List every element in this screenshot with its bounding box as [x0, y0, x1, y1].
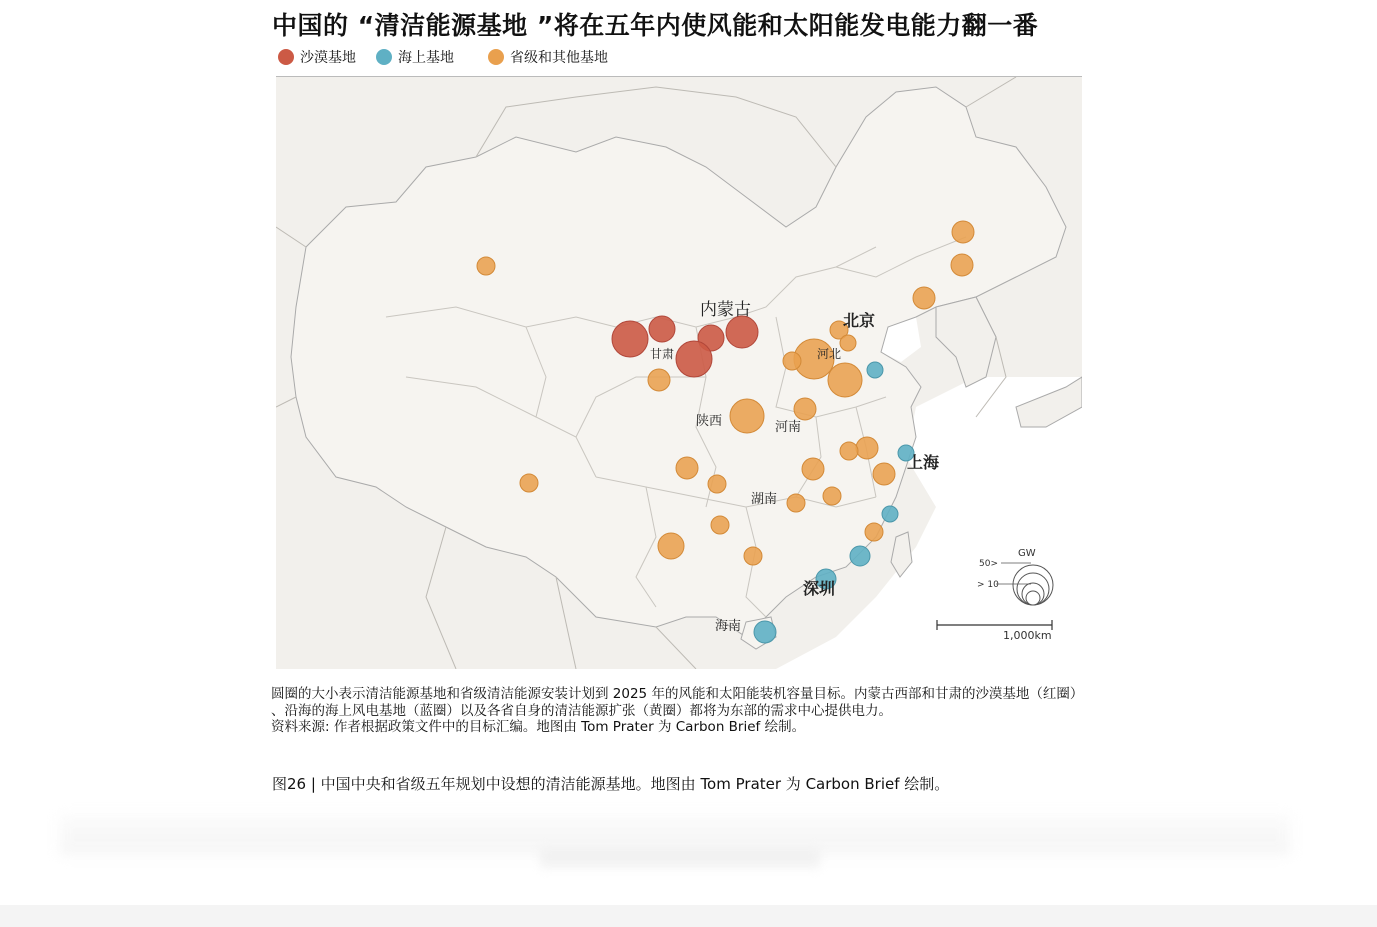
korea-peninsula	[936, 297, 996, 387]
label-hainan: 海南	[715, 619, 742, 634]
caption-source: 资料来源: 作者根据政策文件中的目标汇编。地图由 Tom Prater 为 Carbon Brief 绘制。	[271, 719, 806, 735]
legend-label-desert: 沙漠基地	[300, 50, 356, 66]
base-circle	[867, 362, 883, 378]
base-circle	[648, 369, 670, 391]
size-legend-large: 50>	[979, 559, 998, 569]
label-henan: 河南	[775, 420, 802, 435]
label-hebei: 河北	[817, 347, 842, 361]
legend-item-offshore	[376, 47, 454, 67]
base-circle	[840, 335, 856, 351]
legend-label-provincial: 省级和其他基地	[510, 50, 608, 66]
label-neimenggu: 内蒙古	[700, 300, 751, 320]
base-circle	[658, 533, 684, 559]
blurred-footer-2	[540, 848, 820, 868]
label-beijing: 北京	[843, 311, 876, 330]
base-circle	[873, 463, 895, 485]
map-caption	[271, 686, 1131, 736]
label-shanghai: 上海	[907, 453, 940, 472]
label-shaanxi: 陕西	[696, 414, 723, 429]
map-title: 中国的 “清洁能源基地 ”将在五年内使风能和太阳能发电能力翻一番	[272, 11, 1039, 40]
bottom-band	[0, 905, 1377, 927]
base-circle	[708, 475, 726, 493]
base-circle	[794, 398, 816, 420]
base-circle	[649, 316, 675, 342]
base-circle	[612, 321, 648, 357]
scale-bar-label: 1,000km	[1003, 629, 1052, 642]
orange-circle-icon	[488, 49, 504, 65]
caption-line-2: 、沿海的海上风电基地（蓝圈）以及各省自身的清洁能源扩张（黄圈）都将为东部的需求中心提供电力。	[271, 702, 892, 719]
base-circle	[828, 363, 862, 397]
base-circle	[913, 287, 935, 309]
base-circle	[823, 487, 841, 505]
legend-item-desert	[278, 47, 356, 67]
label-hunan: 湖南	[751, 492, 778, 507]
china-map	[276, 76, 1082, 669]
base-circle	[951, 254, 973, 276]
base-circle	[856, 437, 878, 459]
base-circle	[754, 621, 776, 643]
caption-line-1: 圆圈的大小表示清洁能源基地和省级清洁能源安装计划到 2025 年的风能和太阳能装机容量目标。内蒙古西部和甘肃的沙漠基地（红圈）	[271, 686, 1084, 702]
blue-circle-icon	[376, 49, 392, 65]
size-legend-small: > 10	[977, 580, 999, 590]
base-circle	[676, 457, 698, 479]
base-circle	[840, 442, 858, 460]
red-circle-icon	[278, 49, 294, 65]
base-circle	[802, 458, 824, 480]
legend-label-offshore: 海上基地	[398, 50, 454, 66]
base-circle	[744, 547, 762, 565]
base-circle	[882, 506, 898, 522]
base-circle	[676, 341, 712, 377]
base-circle	[865, 523, 883, 541]
base-circle	[783, 352, 801, 370]
legend-item-provincial	[488, 47, 608, 67]
label-gansu: 甘肃	[650, 347, 675, 361]
figure-caption: 图26 | 中国中央和省级五年规划中设想的清洁能源基地。地图由 Tom Prater 为 Carbon Brief 绘制。	[272, 775, 950, 793]
map-legend	[278, 46, 628, 68]
base-circle	[520, 474, 538, 492]
size-legend-title: GW	[1018, 548, 1036, 559]
base-circle	[787, 494, 805, 512]
base-circle	[850, 546, 870, 566]
base-circle	[730, 399, 764, 433]
base-circle	[952, 221, 974, 243]
base-circle	[726, 316, 758, 348]
label-shenzhen: 深圳	[803, 579, 836, 598]
map-svg	[276, 77, 1082, 669]
base-circle	[711, 516, 729, 534]
base-circle	[477, 257, 495, 275]
